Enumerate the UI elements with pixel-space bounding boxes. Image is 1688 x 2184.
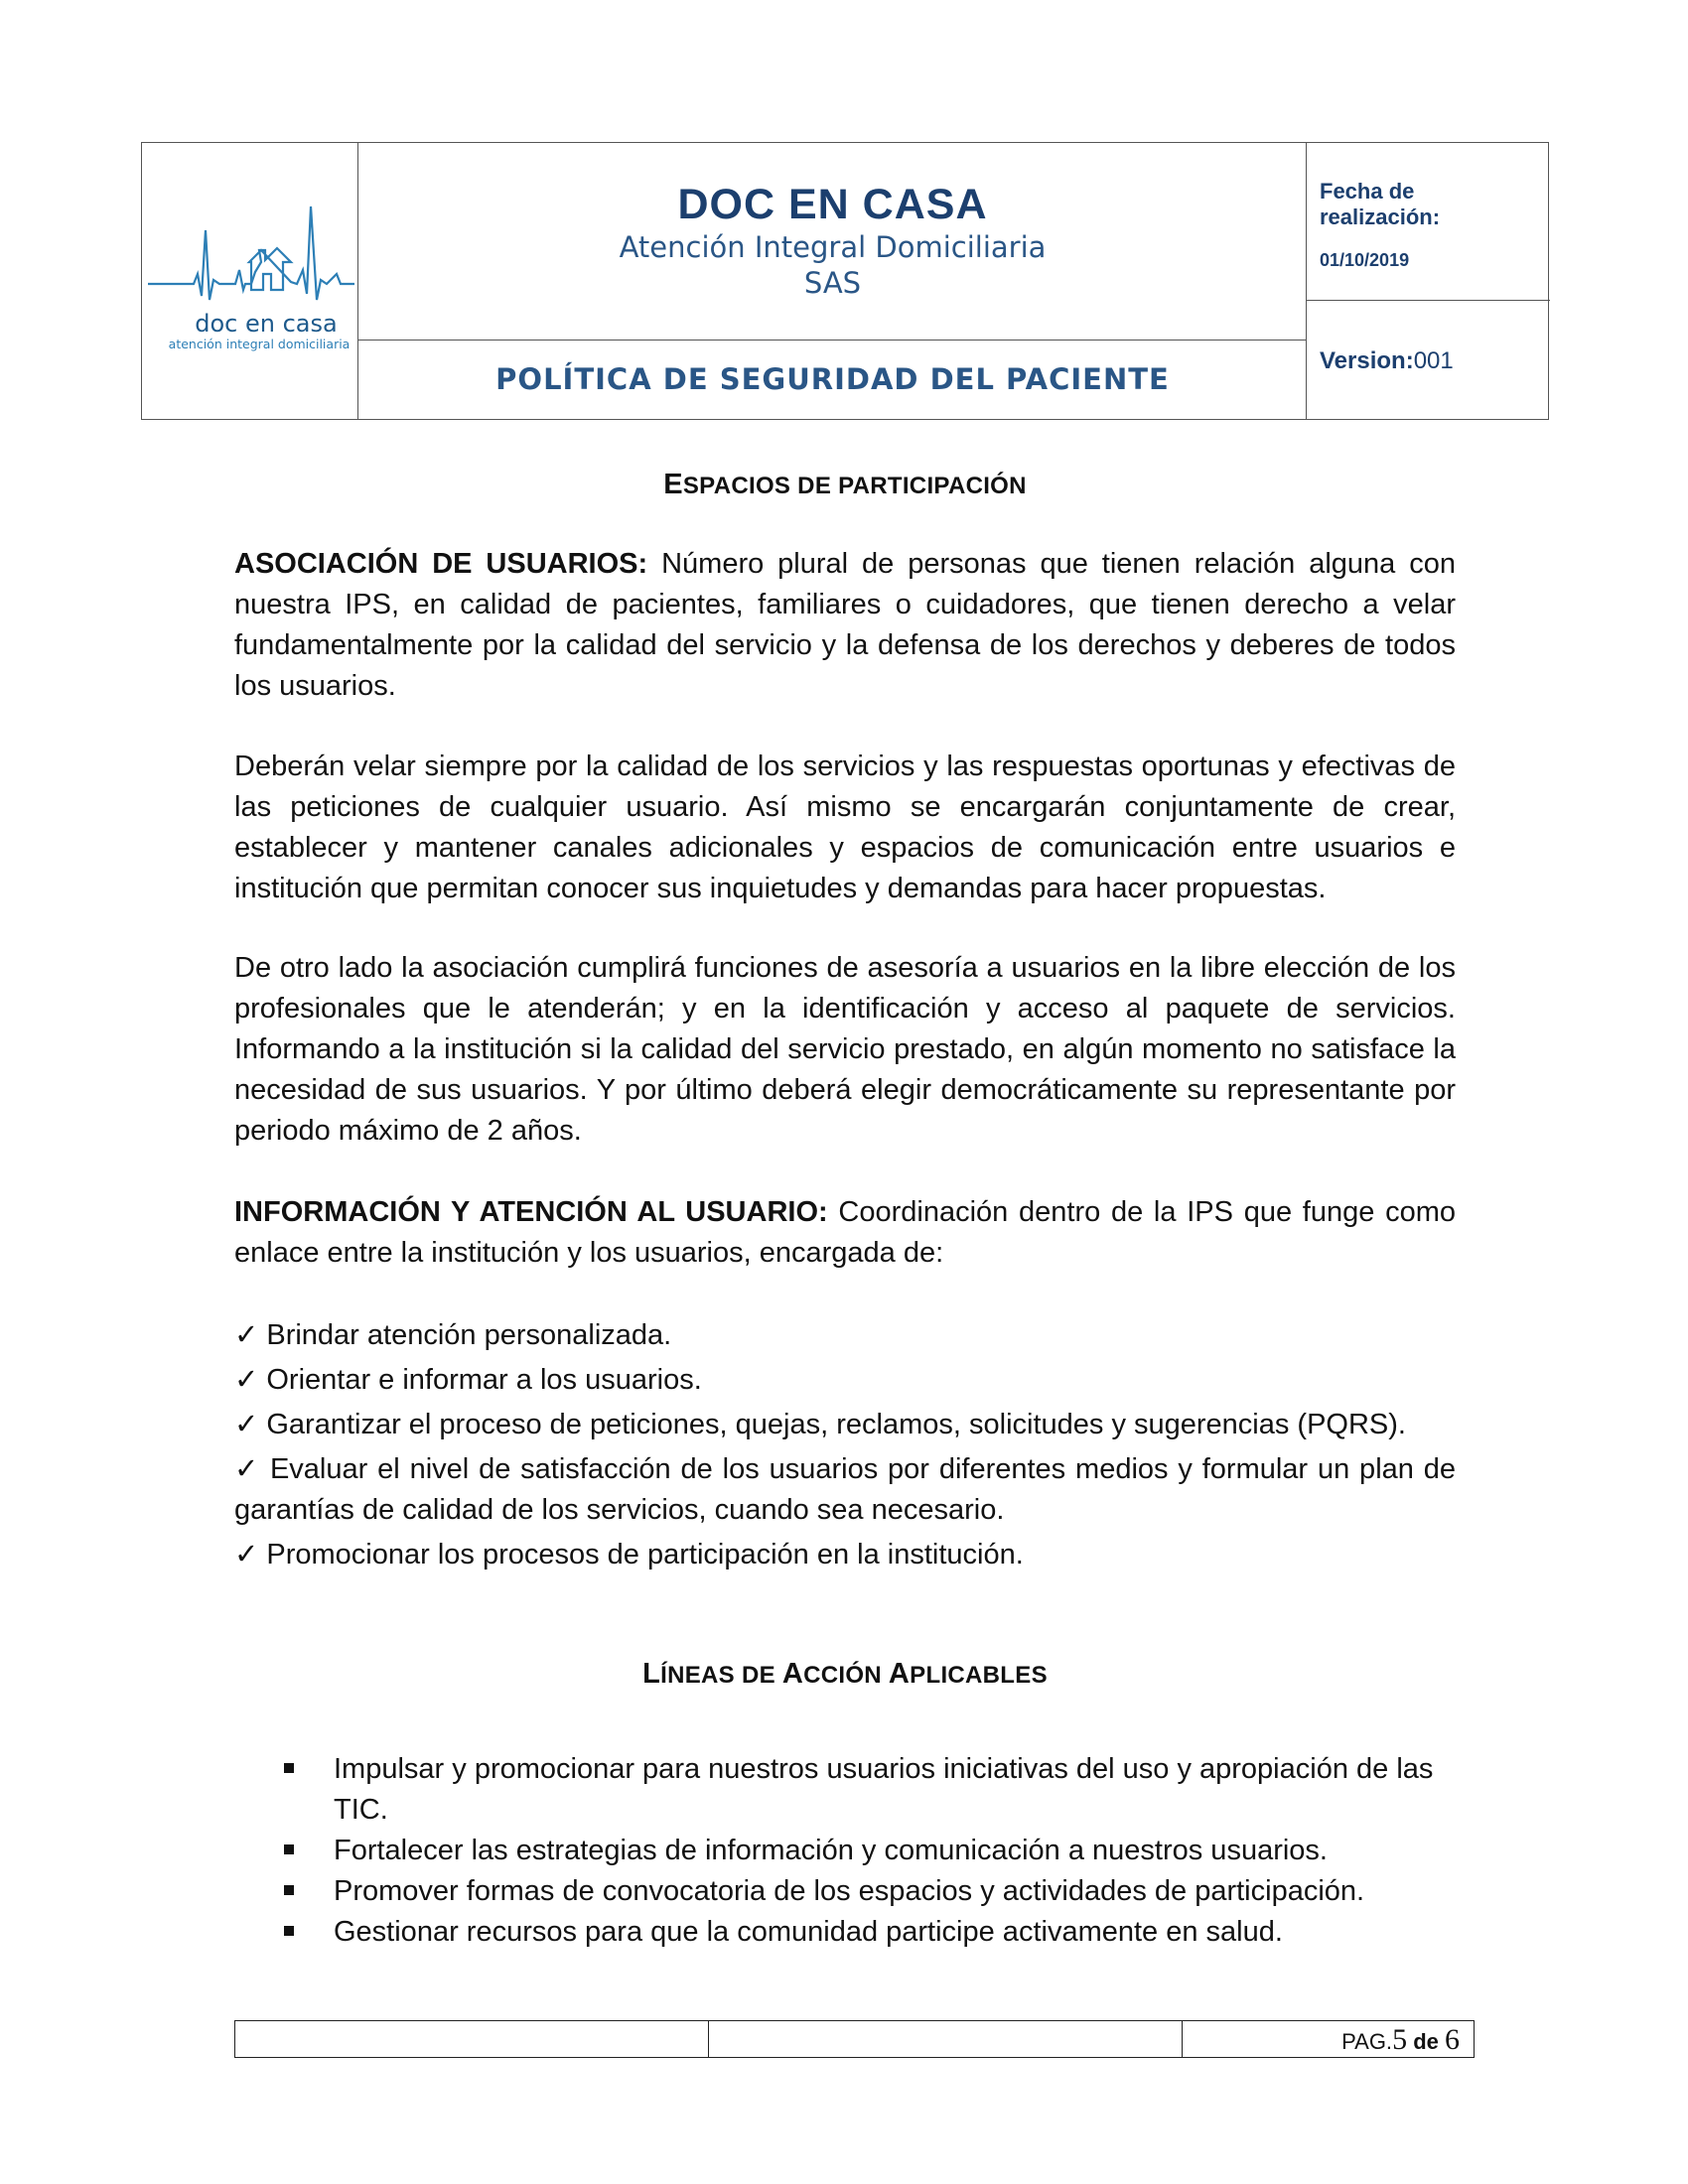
date-label: Fecha de realización: (1320, 179, 1441, 229)
action-lines-list (284, 1749, 1456, 1953)
section-title-lineas: LÍNEAS DE ACCIÓN APLICABLES (642, 1658, 1048, 1690)
paragraph-deberan: Deberán velar siempre por la calidad de los servicios y las respuestas oportunas y efectivas de las peticiones de cualquier usuario. Así mismo se encargarán conjuntamente de crear, establecer y mantener canales adicionales y espacios de comunicación entre usuarios e institución que permitan conocer sus inquietudes y demandas para hacer propuestas. (234, 751, 1456, 904)
checklist-item: ✓ Promocionar los procesos de participación en la institución. (234, 1539, 1024, 1570)
header-title-block (358, 143, 1307, 340)
version-block (1320, 341, 1454, 381)
term-informacion: INFORMACIÓN Y ATENCIÓN AL USUARIO: (234, 1196, 828, 1228)
heartbeat-house-icon (142, 143, 358, 312)
footer-divider (1182, 2021, 1183, 2057)
footer-divider (708, 2021, 709, 2057)
policy-title: POLÍTICA DE SEGURIDAD DEL PACIENTE (495, 362, 1170, 396)
list-item: Impulsar y promocionar para nuestros usuarios iniciativas del uso y apropiación de las TIC. (284, 1749, 1456, 1831)
logo-subtext: atención integral domiciliaria (168, 337, 351, 351)
checklist-item: ✓ Orientar e informar a los usuarios. (234, 1364, 702, 1396)
version-label: Version: (1320, 347, 1414, 374)
logo-text: doc en casa (195, 310, 338, 338)
paragraph-de-otro-lado: De otro lado la asociación cumplirá funciones de asesoría a usuarios en la libre elección de los profesionales que le atenderán; y en la identificación y acceso al paquete de servicios. Informando a la institución si la calidad del servicio prestado, en algún momento no satisface la necesidad de sus usuarios. Y por último deberá elegir democráticamente su representante por periodo máximo de 2 años. (234, 952, 1456, 1147)
checklist (234, 1315, 1456, 1579)
document-header (141, 142, 1549, 420)
checklist-item: ✓ Brindar atención personalizada. (234, 1319, 672, 1351)
checklist-item: ✓ Evaluar el nivel de satisfacción de los usuarios por diferentes medios y formular un plan de garantías de calidad de los servicios, cuando sea necesario. (234, 1453, 1456, 1526)
list-item: Gestionar recursos para que la comunidad participe activamente en salud. (284, 1912, 1456, 1953)
paragraph-asociacion: ASOCIACIÓN DE USUARIOS: Número plural de personas que tienen relación alguna con nuestra IPS, en calidad de pacientes, familiares o cuidadores, que tienen derecho a velar fundamentalmente por la calidad del servicio y la defensa de los derechos y deberes de todos los usuarios. (234, 548, 1456, 702)
date-block (1320, 179, 1538, 271)
date-value: 01/10/2019 (1320, 250, 1410, 270)
version-value: 001 (1413, 347, 1454, 374)
company-subtitle: Atención Integral Domiciliaria (619, 230, 1047, 264)
company-name: DOC EN CASA (677, 181, 988, 228)
paragraph-informacion: INFORMACIÓN Y ATENCIÓN AL USUARIO: Coordinación dentro de la IPS que funge como enlace entre la institución y los usuarios, encargada de: (234, 1196, 1457, 1269)
company-type: SAS (803, 266, 862, 300)
list-item: Promover formas de convocatoria de los espacios y actividades de participación. (284, 1871, 1456, 1912)
term-asociacion: ASOCIACIÓN DE USUARIOS: (234, 548, 648, 580)
page-number: PAG.5 de 6 (1341, 2023, 1460, 2056)
company-logo (142, 143, 358, 419)
footer-table (234, 2020, 1475, 2058)
checklist-item: ✓ Garantizar el proceso de peticiones, quejas, reclamos, solicitudes y sugerencias (PQRS). (234, 1409, 1406, 1440)
section-title-participacion: ESPACIOS DE PARTICIPACIÓN (663, 469, 1027, 500)
list-item: Fortalecer las estrategias de información y comunicación a nuestros usuarios. (284, 1831, 1456, 1871)
header-divider (1307, 300, 1550, 301)
